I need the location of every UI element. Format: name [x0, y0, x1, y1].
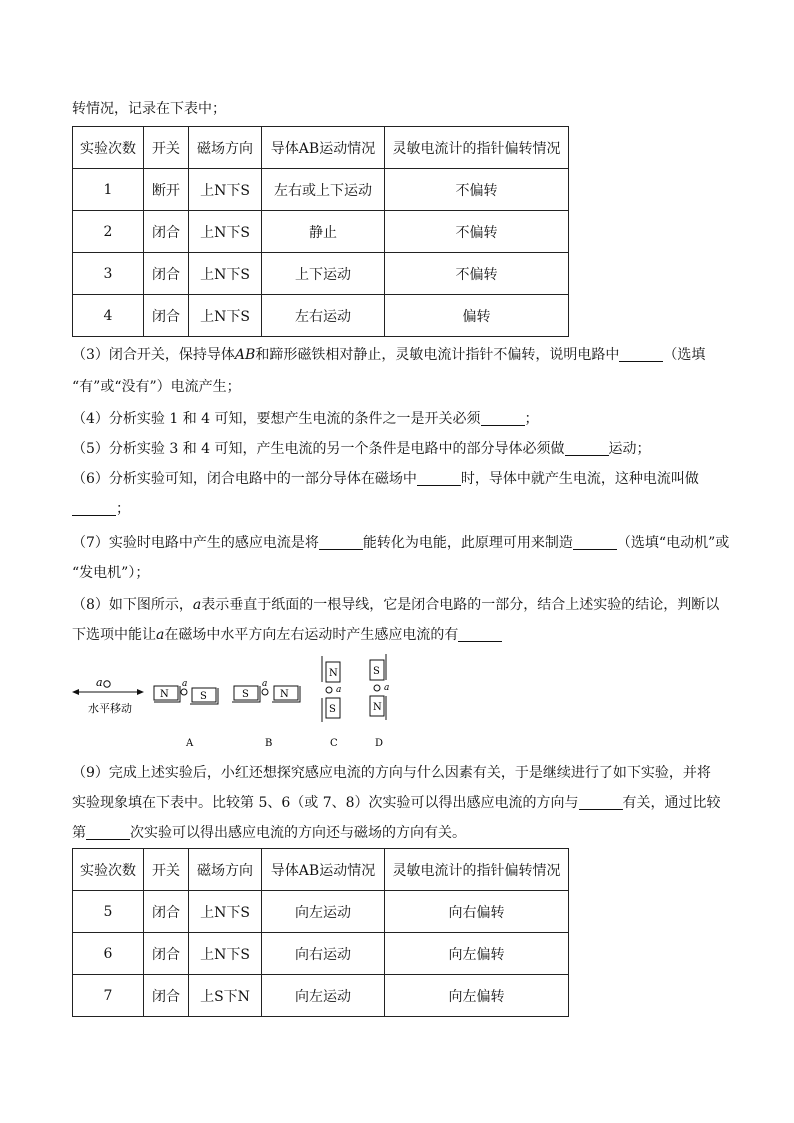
question-3-line-2: “有”或“没有”）电流产生； — [72, 379, 241, 395]
table-cell: 左右运动 — [262, 295, 385, 337]
table-cell: 闭合 — [144, 975, 189, 1017]
svg-text:S: S — [200, 691, 207, 702]
table-cell: 上N下S — [189, 295, 262, 337]
answer-blank[interactable] — [619, 347, 663, 362]
question-7-line-2: “发电机”）； — [72, 565, 150, 581]
table-cell: 向左偏转 — [385, 933, 569, 975]
answer-blank[interactable] — [417, 471, 461, 486]
option-label-d: D — [375, 738, 384, 749]
question-7-line-1: （7）实验时电路中产生的感应电流是将 能转化为电能，此原理可用来制造 （选填“电动机”或 — [72, 535, 730, 551]
question-5: （5）分析实验 3 和 4 可知，产生电流的另一个条件是电路中的部分导体必须做 运动； — [72, 441, 651, 457]
table-cell: 向左运动 — [262, 891, 385, 933]
table-cell: 不偏转 — [385, 211, 569, 253]
answer-blank[interactable] — [458, 627, 502, 642]
table-cell: 不偏转 — [385, 253, 569, 295]
table-cell: 闭合 — [144, 211, 189, 253]
table-cell: 闭合 — [144, 891, 189, 933]
table-cell: 2 — [73, 211, 144, 253]
table-cell: 偏转 — [385, 295, 569, 337]
table-cell: 4 — [73, 295, 144, 337]
answer-blank[interactable] — [86, 825, 130, 840]
table-cell: 5 — [73, 891, 144, 933]
option-label-c: C — [330, 738, 338, 749]
option-label-a: A — [186, 738, 194, 749]
table-row — [73, 169, 569, 211]
table-cell: 6 — [73, 933, 144, 975]
question-4: （4）分析实验 1 和 4 可知，要想产生电流的条件之一是开关必须 ； — [72, 411, 539, 427]
header-cell: 灵敏电流计的指针偏转情况 — [385, 849, 569, 891]
option-label-b: B — [265, 738, 273, 749]
question-8-line-1: （8）如下图所示，a表示垂直于纸面的一根导线，它是闭合电路的一部分，结合上述实验的结论，判断以 — [72, 597, 720, 613]
magnet-options-figure — [72, 648, 412, 758]
double-arrow-icon — [72, 689, 144, 695]
table-cell: 向右运动 — [262, 933, 385, 975]
svg-text:S: S — [242, 689, 249, 700]
header-cell: 导体AB运动情况 — [262, 127, 385, 169]
header-cell: 实验次数 — [73, 127, 144, 169]
answer-blank[interactable] — [573, 535, 617, 550]
question-6-line-2: ； — [72, 500, 130, 518]
table-cell: 闭合 — [144, 253, 189, 295]
header-cell: 导体AB运动情况 — [262, 849, 385, 891]
table-cell: 上S下N — [189, 975, 262, 1017]
header-cell: 磁场方向 — [189, 127, 262, 169]
table-row — [73, 211, 569, 253]
wire-label: a — [96, 676, 103, 689]
table-cell: 上下运动 — [262, 253, 385, 295]
experiment-table-2 — [72, 848, 569, 1017]
answer-blank[interactable] — [565, 441, 609, 456]
table-header-row — [73, 127, 569, 169]
answer-blank[interactable] — [579, 795, 623, 810]
question-6-line-1: （6）分析实验可知，闭合电路中的一部分导体在磁场中 时，导体中就产生电流，这种电流叫做 — [72, 471, 699, 487]
table-cell: 3 — [73, 253, 144, 295]
svg-text:N: N — [160, 689, 169, 700]
table-cell: 断开 — [144, 169, 189, 211]
option-c — [322, 656, 341, 722]
table-row — [73, 975, 569, 1017]
header-cell: 灵敏电流计的指针偏转情况 — [385, 127, 569, 169]
table-cell: 上N下S — [189, 891, 262, 933]
answer-blank[interactable] — [319, 535, 363, 550]
option-a — [154, 679, 218, 704]
table-cell: 上N下S — [189, 169, 262, 211]
option-b — [232, 679, 300, 702]
svg-text:S: S — [329, 704, 336, 715]
option-d — [370, 654, 389, 720]
header-cell: 磁场方向 — [189, 849, 262, 891]
table-cell: 上N下S — [189, 211, 262, 253]
question-9-line-1: （9）完成上述实验后，小红还想探究感应电流的方向与什么因素有关，于是继续进行了如下实验，并将 — [72, 765, 711, 781]
answer-blank[interactable] — [481, 411, 525, 426]
question-3-line-1: （3）闭合开关，保持导体AB和蹄形磁铁相对静止，灵敏电流计指针不偏转，说明电路中 （选填 — [72, 347, 706, 363]
header-cell: 开关 — [144, 849, 189, 891]
table-header-row — [73, 849, 569, 891]
table-cell: 向左运动 — [262, 975, 385, 1017]
table-cell: 闭合 — [144, 933, 189, 975]
table-cell: 闭合 — [144, 295, 189, 337]
svg-text:a: a — [384, 683, 390, 693]
table-cell: 1 — [73, 169, 144, 211]
question-9-line-2: 实验现象填在下表中。比较第 5、6（或 7、8）次实验可以得出感应电流的方向与 有关，通过比较 — [72, 795, 721, 811]
table-cell: 向右偏转 — [385, 891, 569, 933]
header-cell: 开关 — [144, 127, 189, 169]
table-cell: 7 — [73, 975, 144, 1017]
table-row — [73, 933, 569, 975]
question-8-line-2: 下选项中能让a在磁场中水平方向左右运动时产生感应电流的有 — [72, 626, 502, 644]
svg-text:a: a — [182, 679, 188, 689]
table-row — [73, 253, 569, 295]
table-row — [73, 295, 569, 337]
svg-text:N: N — [373, 702, 382, 713]
wire-icon — [104, 681, 110, 687]
answer-blank[interactable] — [72, 501, 116, 516]
question-9-line-3: 第 次实验可以得出感应电流的方向还与磁场的方向有关。 — [72, 825, 466, 841]
svg-text:N: N — [329, 668, 338, 679]
table-row — [73, 891, 569, 933]
svg-text:a: a — [336, 685, 342, 695]
table-cell: 上N下S — [189, 253, 262, 295]
table-cell: 左右或上下运动 — [262, 169, 385, 211]
table-cell: 静止 — [262, 211, 385, 253]
table-cell: 向左偏转 — [385, 975, 569, 1017]
table-cell: 不偏转 — [385, 169, 569, 211]
svg-text:S: S — [373, 666, 380, 677]
svg-text:N: N — [280, 689, 289, 700]
move-label: 水平移动 — [88, 702, 132, 715]
svg-text:a: a — [262, 679, 268, 689]
intro-line: 转情况，记录在下表中； — [72, 101, 226, 117]
experiment-table-1 — [72, 126, 569, 337]
header-cell: 实验次数 — [73, 849, 144, 891]
table-cell: 上N下S — [189, 933, 262, 975]
